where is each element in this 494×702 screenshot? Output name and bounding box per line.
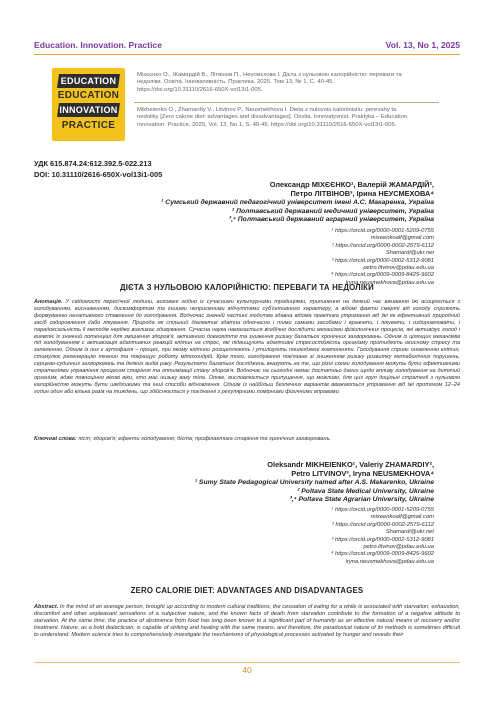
affiliation: ² Poltava State Medical University, Ukraine xyxy=(297,487,434,495)
affiliation: ³,⁴ Полтавський державний аграрний університет, Україна xyxy=(228,216,434,224)
abstract-en-text: In the mind of an average person, brought up according to modern cultural traditions, the cessation of eating for a while is associated with starvation, exhaustion, discomfort and other unpleasant sensations of a subjective nature, and the known facts of death from starvation contribute to the formation of a negative attitude to starvation. At the same time, the practice of abstinence from food has long been known to a significant part of humanity as an effective natural means of recovery and/or treatment. Nature, as a bold dialectician, is capable of striking and healing with the same means, and therefore, the paradoxical nature of its methods is sometimes difficult to understand. Modern science tries to comprehensively investigate the mechanisms of physiological processes activated by hunger and reveals their xyxy=(34,604,460,638)
orcids-en xyxy=(134,507,434,566)
email[interactable]: petro.litvinov@pdau.edu.ua xyxy=(363,265,434,272)
citation-en xyxy=(137,107,437,129)
affiliation: ³,⁴ Poltava State Agrarian University, Ukraine xyxy=(289,496,434,504)
journal-logo xyxy=(52,68,125,141)
affiliation: ¹ Сумський державний педагогічний університет імені А.С. Макаренка, Україна xyxy=(161,199,434,206)
footer-divider xyxy=(34,662,460,663)
authors-en-line: Oleksandr MIKHEIENKO¹, Valeriy ZHAMARDIY², xyxy=(267,460,434,469)
logo-line-1: EDUCATION xyxy=(60,76,117,86)
citation-en-line: Mikheienko O., Zhamardiy V., Litvinov P., Neusmekhova I. Dieta z nulovoiu kaloriinistiu: perevahy ta xyxy=(137,107,397,113)
email[interactable]: Shamardi@ukr.net xyxy=(385,250,434,257)
orcids-ua xyxy=(134,228,434,287)
journal-header xyxy=(34,40,460,55)
citation-en-line: nedoliky [Zero calorie diet: advantages and disadvantages]. Osvita. Innovatyvnist. Praktyka – Education. xyxy=(137,114,409,121)
abstract-ua xyxy=(34,299,460,431)
keywords-ua-text: піст; здоров'я; ефекти голодування; дієта; профілактика старіння та хронічних захворювань. xyxy=(76,436,332,442)
affiliations-en xyxy=(74,479,434,505)
citation-ua-line: недоліки. Освіта. Інновативність. Практика. 2025. Том 13, № 1. С. 40-45. xyxy=(137,79,335,86)
journal-volume: Vol. 13, No 1, 2025 xyxy=(385,40,460,50)
keywords-ua-label: Ключові слова: xyxy=(34,436,77,442)
keywords-ua xyxy=(34,436,460,443)
orcid-link[interactable]: ⁴ https://orcid.org/0009-0009-8425-9602 xyxy=(330,551,434,558)
email[interactable]: petro.litvinov@pdau.edu.ua xyxy=(363,544,434,551)
affiliations-ua xyxy=(74,199,434,225)
affiliation: ² Полтавський державний медичний університет, Україна xyxy=(231,207,434,215)
email[interactable]: iryna.neusmekhova@pdau.edu.ua xyxy=(345,558,434,565)
orcid-link[interactable]: ¹ https://orcid.org/0000-0001-5209-0755 xyxy=(331,507,434,513)
citation-en-line: Innovation. Practice, 2025, Vol. 13, No 1, S. 40-45. https://doi.org/10.31110/2616-650X-vol13i1-005. xyxy=(137,121,397,128)
orcid-link[interactable]: ⁴ https://orcid.org/0009-0009-8425-9602 xyxy=(330,272,434,279)
email[interactable]: Shamardi@ukr.net xyxy=(385,529,434,536)
journal-name: Education. Innovation. Practice xyxy=(34,40,162,50)
authors-en xyxy=(104,460,434,479)
authors-ua xyxy=(104,180,434,199)
doi[interactable]: DOI: 10.31110/2616-650X-vol13i1-005 xyxy=(34,170,163,179)
affiliation: ¹ Sumy State Pedagogical University named after A.S. Makarenko, Ukraine xyxy=(194,479,434,486)
citation-ua xyxy=(137,72,437,94)
abstract-en-label: Abstract. xyxy=(34,604,59,610)
citation-ua-line: Міхєєнко О., Жамардій В., Літвінов П., Неусмєхова І. Дієта з нульовою калорійністю: переваги та xyxy=(137,72,402,78)
orcid-link[interactable]: ³ https://orcid.org/0000-0002-5312-9081 xyxy=(331,536,434,543)
orcid-link[interactable]: ³ https://orcid.org/0000-0002-5312-9081 xyxy=(331,257,434,264)
orcid-link[interactable]: ² https://orcid.org/0000-0002-2579-6112 xyxy=(331,242,434,249)
email[interactable]: iryna.neusmekhova@pdau.edu.ua xyxy=(345,279,434,286)
logo-line-2: EDUCATION xyxy=(57,90,120,101)
orcid-link[interactable]: ¹ https://orcid.org/0000-0001-5209-0755 xyxy=(331,228,434,234)
authors-ua-line: Петро ЛІТВІНОВ³, Ірина НЕУСМЕХОВА⁴ xyxy=(290,189,434,199)
abstract-en xyxy=(34,604,460,659)
abstract-ua-text: У свідомості пересічної людини, виховані згідно із сучасними культурними традиціями, припинення на деякий час вживання їжі асоціюється з голодуванням, виснаженням, дискомфортом та іншими неприємними відчуттями суб'єктивного характеру, а відомі факти смерті від голоду сприяють формуванню негативного ставлення до голодування. Водночас значній частині людства здавна відома практика утримання від їжі як ефективний природний засіб оздоровлення і/або лікування. Природа як спільний діалектик здатна одночасно і тими самими засобами і вражати, і лікувати, і оздоровлювати, і парадоксальність її методів нерідко викликає здивування. Сучасна наука намагається всебічно дослідити механізми фізіологічних процесів, які активізує голод і виявляє їх значний потенціал для зміцнення здоров'я, активного довголіття та зниження ризику багатьох хронічних захворювань. Одним із цілющих механізмів під голодуванням є активізація адаптивних реакцій клітин на стрес, які підвищують адаптивні стресостійкість організму протидіють окисному стресу та запаленню. Одним із них є аутофагія – процес, при якому клітини розщеплюють і утилізують пошкоджені компоненти. Голодування сприяє оновленню клітин, стимулює регенерацію тканин та покращує роботу мітохондрій. Крім того, голодування пов'язане зі зниженням ризику розвитку метаболічних порушень, серцево-судинних захворювань та деяких видів раку. Результати багатьох досліджень вказують на те, що різні схеми голодування можуть бути ефективними стратегіями управління процесом старіння та оптимізації стану здоров'я. Водночас на сьогодні немає достатньо даних щодо впливу голодування на дитячий організм, адже повноцінно вікові віки, хто має низьку вагу тіла. Отже, висловлюється припущення, що можливо, для цих груп доцільні стратегії з нульовою калорійністю можуть бути шкідливими та інші способи відновлення. Одним із найбільш безпечних варіантів вважаються утримання від їжі протягом 12–24 годин один або кілька разів на тиждень, що здійснюється у поєднанні з регулярними помірними фізичними вправами. xyxy=(34,299,460,395)
citation-divider xyxy=(134,102,439,103)
citation-ua-doi[interactable]: https://doi.org/10.31110/2616-650X-vol13i1-005. xyxy=(137,86,263,93)
logo-line-3: INNOVATION xyxy=(59,105,118,115)
orcid-link[interactable]: ² https://orcid.org/0000-0002-2579-6112 xyxy=(331,521,434,528)
abstract-ua-label: Анотація. xyxy=(34,299,63,305)
article-title-en: ZERO CALORIE DIET: ADVANTAGES AND DISADVANTAGES xyxy=(130,586,364,595)
page-number: 40 xyxy=(242,665,252,675)
authors-en-line: Petro LITVINOV³, Iryna NEUSMEKHOVA⁴ xyxy=(291,469,434,479)
udk-code: УДК 615.874.24:612.392.5-022.213 xyxy=(34,159,152,168)
logo-line-4: PRACTICE xyxy=(61,120,116,131)
authors-ua-line: Олександр МІХЄЄНКО¹, Валерій ЖАМАРДІЙ², xyxy=(269,180,434,189)
article-title-ua: ДІЄТА З НУЛЬОВОЮ КАЛОРІЙНІСТЮ: ПЕРЕВАГИ ТА НЕДОЛІКИ xyxy=(120,283,374,292)
email[interactable]: mixeenkoalf@gmail.com xyxy=(370,514,434,521)
email[interactable]: mixeenkoalf@gmail.com xyxy=(370,235,434,242)
